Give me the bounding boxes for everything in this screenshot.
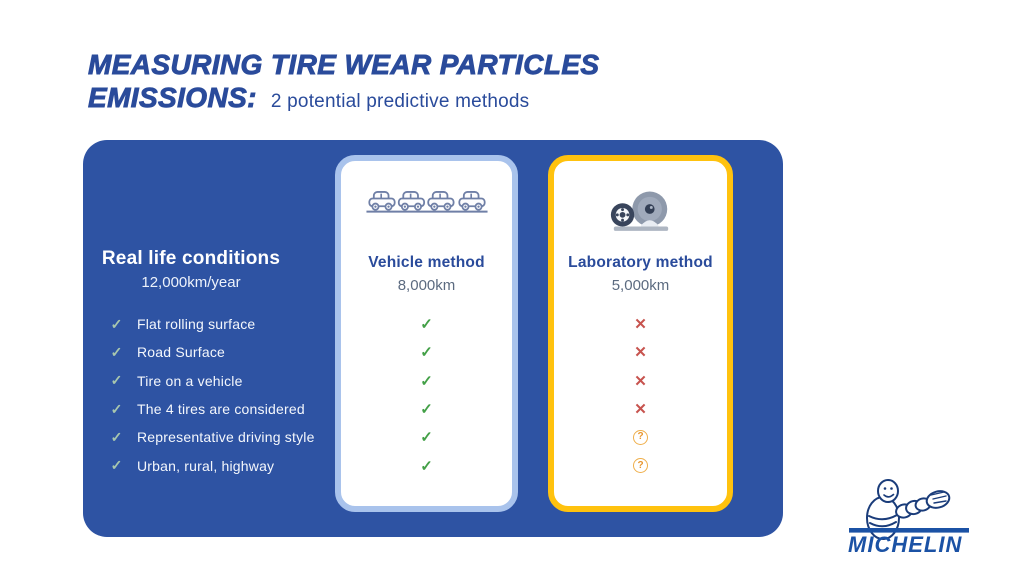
laboratory-method-distance: 5,000km: [611, 277, 670, 294]
laboratory-marks-column: [554, 310, 727, 480]
laboratory-method-card: [548, 155, 733, 512]
page-subtitle: 2 potential predictive methods: [270, 91, 530, 113]
tire-drum-icon: [554, 185, 727, 235]
comparison-panel: [83, 140, 783, 537]
condition-label: Flat rolling surface: [137, 316, 256, 333]
real-life-title: Real life conditions: [101, 248, 281, 269]
michelin-logo: [845, 476, 975, 558]
condition-label: Road Surface: [137, 344, 226, 361]
check-icon: ✓: [110, 315, 123, 332]
real-life-conditions-block: [95, 248, 287, 291]
vehicle-mark-icon: ✓: [420, 457, 433, 475]
cars-fleet-icon: [341, 185, 512, 221]
vehicle-mark-icon: ✓: [420, 401, 433, 419]
laboratory-mark-icon: ✕: [634, 372, 647, 390]
laboratory-mark-icon: ✕: [634, 344, 647, 362]
condition-label: Tire on a vehicle: [137, 372, 243, 389]
condition-label: The 4 tires are considered: [137, 401, 305, 418]
condition-label: Urban, rural, highway: [137, 457, 275, 474]
check-icon: ✓: [110, 400, 123, 417]
laboratory-mark-icon: ?: [633, 458, 648, 473]
vehicle-method-distance: 8,000km: [397, 277, 456, 294]
vehicle-mark-icon: ✓: [420, 316, 433, 334]
check-icon: ✓: [110, 343, 123, 360]
vehicle-marks-column: [341, 310, 512, 480]
michelin-wordmark: MICHELIN: [848, 532, 963, 557]
page-title-line2: EMISSIONS:: [88, 82, 257, 114]
vehicle-mark-icon: ✓: [420, 372, 433, 390]
michelin-man-icon: [845, 476, 975, 558]
laboratory-method-title: Laboratory method: [568, 254, 713, 271]
page-header: [88, 48, 599, 114]
vehicle-mark-icon: ✓: [420, 429, 433, 447]
condition-label: Representative driving style: [137, 429, 315, 446]
vehicle-method-card: [335, 155, 518, 512]
vehicle-method-title: Vehicle method: [368, 254, 485, 271]
vehicle-mark-icon: ✓: [420, 344, 433, 362]
check-icon: ✓: [110, 372, 123, 389]
laboratory-mark-icon: ?: [633, 430, 648, 445]
check-icon: ✓: [110, 457, 123, 474]
laboratory-mark-icon: ✕: [634, 401, 647, 419]
check-icon: ✓: [110, 428, 123, 445]
laboratory-mark-icon: ✕: [634, 316, 647, 334]
page-title-line1: MEASURING TIRE WEAR PARTICLES: [88, 49, 600, 80]
real-life-subtitle: 12,000km/year: [141, 274, 241, 291]
